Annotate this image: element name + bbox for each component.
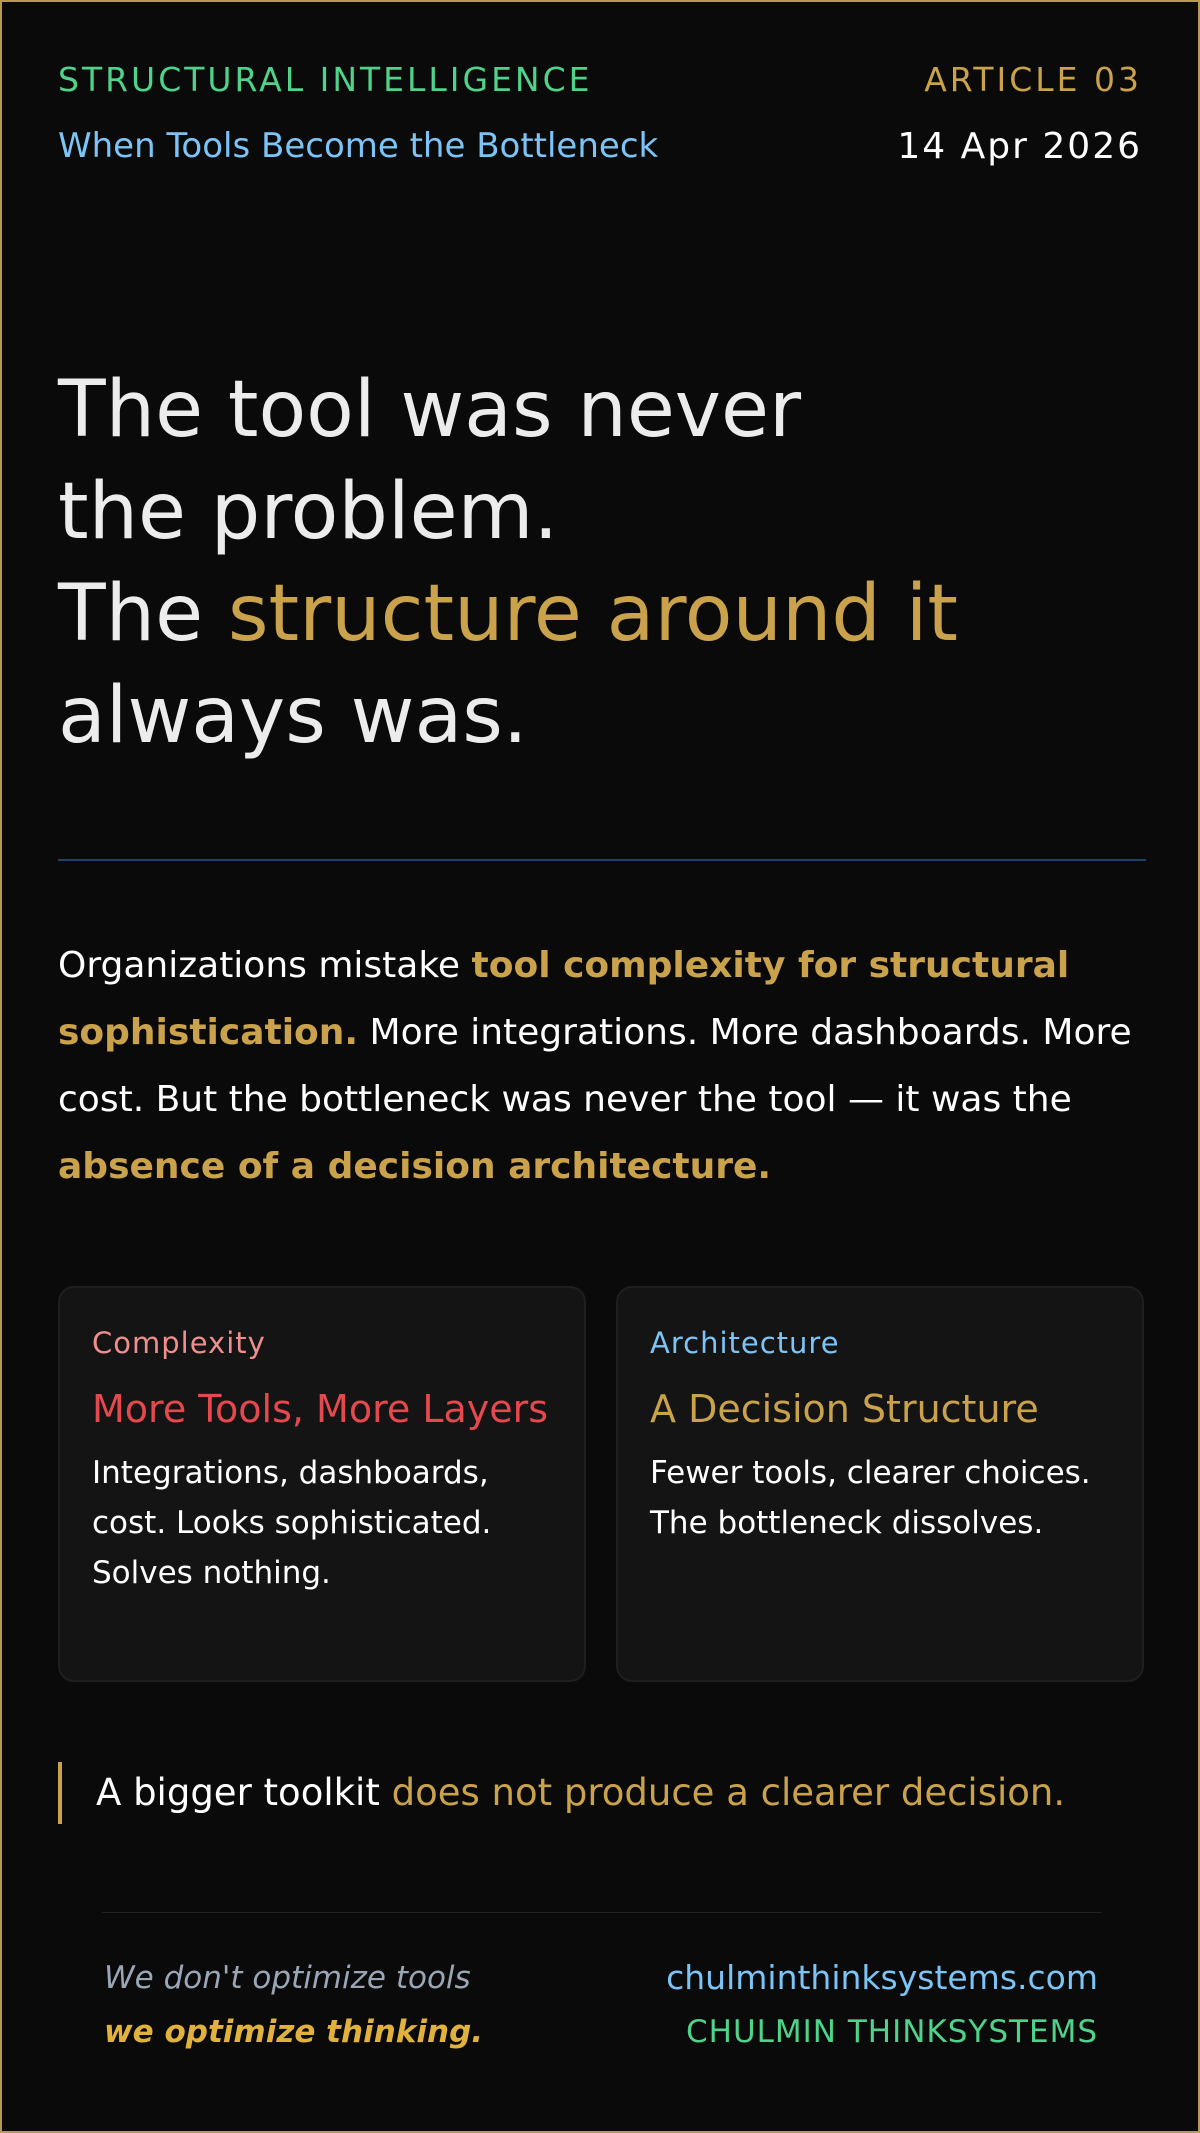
publish-date: 14 Apr 2026 [897,126,1142,167]
body-text-1: Organizations mistake [58,945,472,986]
headline-line-4: always was. [58,671,528,761]
complexity-card [58,1286,586,1682]
headline-line-2: the problem. [58,467,559,557]
body-text-2: More integrations. More dashboards. More cost. But the bottleneck was never the tool — it was the [58,1012,1132,1120]
motto-line-1: We don't optimize tools [104,1960,471,1996]
footer-divider [102,1912,1102,1913]
body-paragraph [58,932,1146,1200]
card-body: Fewer tools, clearer choices. The bottleneck dissolves. [650,1455,1091,1541]
website-link[interactable]: chulminthinksystems.com [666,1958,1098,1997]
card-title: More Tools, More Layers [92,1387,549,1431]
headline [58,359,1098,767]
headline-line-1: The tool was never [58,365,802,455]
body-highlight-1: tool complexity for structural sophistication. [58,945,1070,1053]
card-title: A Decision Structure [650,1387,1039,1431]
article-number: ARTICLE 03 [924,60,1142,99]
series-kicker: STRUCTURAL INTELLIGENCE [58,60,593,99]
headline-line-3-prefix: The [58,569,228,659]
brand-name: CHULMIN THINKSYSTEMS [686,2014,1098,2050]
headline-highlight: structure around it [227,569,958,659]
motto-line-2: we optimize thinking. [104,2014,484,2050]
card-label: Complexity [92,1326,266,1360]
series-subtitle: When Tools Become the Bottleneck [58,126,659,166]
quote-text: A bigger toolkit [96,1771,392,1814]
card-body: Integrations, dashboards, cost. Looks sophisticated. Solves nothing. [92,1455,492,1591]
pull-quote [58,1762,1146,1824]
architecture-card [616,1286,1144,1682]
section-divider [58,859,1146,861]
quote-highlight: does not produce a clearer decision. [391,1771,1066,1814]
body-highlight-2: absence of a decision architecture. [58,1146,772,1187]
card-label: Architecture [650,1326,840,1360]
